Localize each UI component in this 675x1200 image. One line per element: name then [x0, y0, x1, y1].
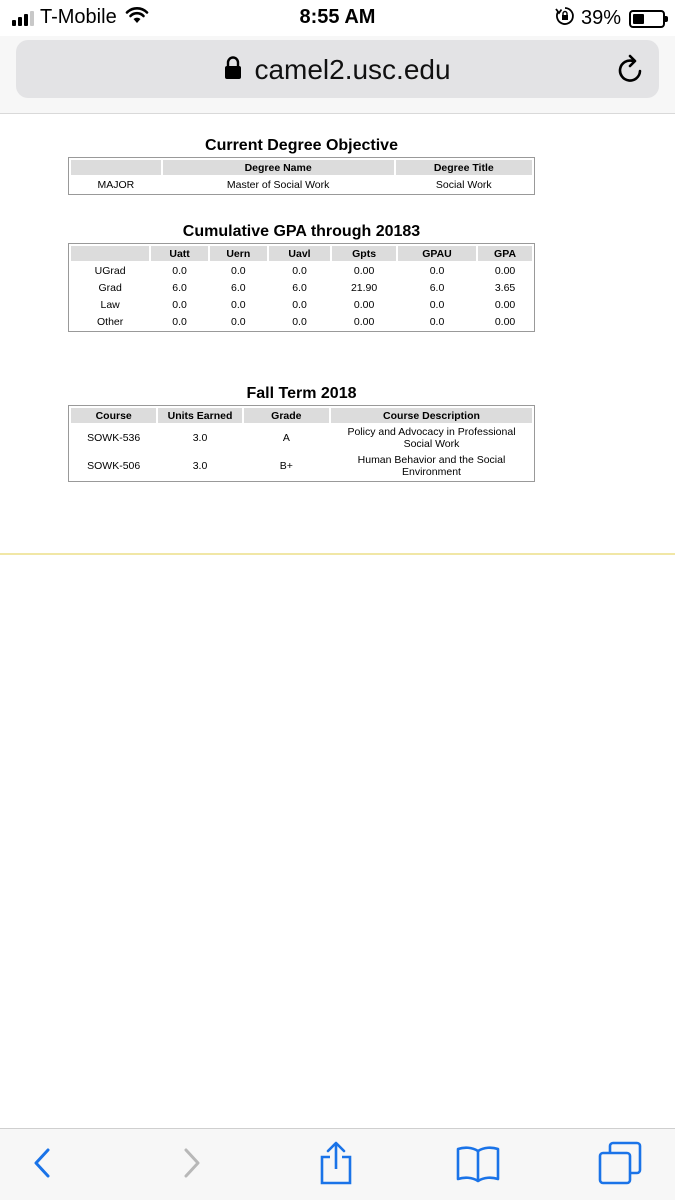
table-header: GPA	[478, 246, 532, 261]
table-cell: Other	[96, 315, 124, 328]
term-title: Fall Term 2018	[246, 385, 357, 402]
table-cell: MAJOR	[97, 178, 135, 191]
table-cell: Human Behavior and the Social Environment	[357, 454, 506, 478]
table-cell: 0.00	[353, 298, 375, 311]
table-cell: 0.0	[231, 264, 246, 277]
table-cell: 0.0	[172, 298, 187, 311]
table-cell: Law	[100, 298, 120, 311]
table-cell: 0.0	[231, 315, 246, 328]
table-cell: A	[282, 432, 290, 444]
table-header: Course	[71, 408, 156, 423]
table-cell: 0.0	[429, 315, 445, 328]
degree-objective-table	[68, 157, 535, 195]
table-cell: 0.0	[292, 264, 307, 277]
table-cell: 0.0	[292, 315, 307, 328]
table-cell: Policy and Advocacy in Professional Social Work	[347, 426, 516, 450]
table-row	[71, 297, 532, 312]
table-cell: SOWK-506	[87, 460, 141, 472]
table-header: Degree Title	[396, 160, 532, 175]
table-header: Degree Name	[163, 160, 394, 175]
table-cell: 0.00	[494, 298, 516, 311]
tabs-icon	[598, 1141, 642, 1190]
table-header: Uavl	[269, 246, 331, 261]
table-header: GPAU	[398, 246, 476, 261]
share-button[interactable]	[314, 1143, 358, 1187]
gpa-table	[68, 243, 535, 332]
battery-icon	[629, 10, 665, 28]
back-chevron-icon	[32, 1147, 52, 1184]
table-cell: 0.00	[353, 264, 375, 277]
table-header: Grade	[244, 408, 329, 423]
carrier-name: T-Mobile	[40, 6, 117, 28]
table-cell: 6.0	[231, 281, 246, 294]
share-icon	[318, 1141, 354, 1190]
battery-percent: 39%	[580, 7, 621, 29]
table-cell: 3.65	[494, 281, 516, 294]
page-content	[0, 115, 675, 555]
table-cell: 0.0	[292, 298, 307, 311]
table-cell: 0.0	[429, 298, 445, 311]
table-header	[71, 160, 161, 175]
table-cell: B+	[279, 460, 293, 472]
table-cell: 0.0	[172, 315, 187, 328]
table-header	[71, 246, 149, 261]
table-cell: 3.0	[192, 460, 208, 472]
table-header: Gpts	[332, 246, 396, 261]
table-cell: 0.0	[231, 298, 246, 311]
tabs-button[interactable]	[598, 1143, 642, 1187]
table-row	[71, 280, 532, 295]
table-cell: 6.0	[172, 281, 187, 294]
table-header: Units Earned	[158, 408, 241, 423]
bookmarks-button[interactable]	[456, 1143, 500, 1187]
table-cell: 0.0	[429, 264, 445, 277]
table-cell: Master of Social Work	[226, 178, 330, 191]
table-cell: 6.0	[292, 281, 307, 294]
table-cell: 0.00	[353, 315, 375, 328]
page-end-divider	[0, 553, 675, 555]
table-header: Uern	[210, 246, 267, 261]
table-cell: 6.0	[429, 281, 445, 294]
browser-toolbar	[0, 1128, 675, 1200]
battery-level	[633, 14, 644, 24]
status-bar	[0, 0, 675, 36]
forward-chevron-icon	[182, 1147, 202, 1184]
table-row	[71, 177, 532, 192]
back-button[interactable]	[20, 1143, 64, 1187]
reload-icon[interactable]	[617, 54, 645, 89]
rotation-lock-icon	[555, 6, 575, 31]
table-cell: 0.00	[494, 264, 516, 277]
table-row	[71, 453, 532, 479]
table-header: Course Description	[331, 408, 532, 423]
table-row	[71, 263, 532, 278]
term-table	[68, 405, 535, 482]
table-cell: SOWK-536	[87, 432, 141, 444]
table-cell: 0.00	[494, 315, 516, 328]
table-row	[71, 314, 532, 329]
url-text[interactable]: camel2.usc.edu	[254, 54, 451, 85]
table-row	[71, 425, 532, 451]
table-cell: 0.0	[172, 264, 187, 277]
table-cell: 21.90	[350, 281, 378, 294]
table-cell: UGrad	[94, 264, 126, 277]
clock-time: 8:55 AM	[299, 6, 376, 28]
forward-button[interactable]	[170, 1143, 214, 1187]
bookmarks-icon	[455, 1143, 501, 1188]
table-cell: Social Work	[435, 178, 492, 191]
browser-header	[0, 36, 675, 114]
table-cell: Grad	[98, 281, 122, 294]
gpa-title: Cumulative GPA through 20183	[182, 223, 421, 240]
table-header: Uatt	[151, 246, 208, 261]
table-cell: 3.0	[192, 432, 208, 444]
address-bar[interactable]	[16, 40, 659, 98]
degree-objective-title: Current Degree Objective	[205, 137, 398, 154]
lock-icon	[224, 56, 242, 85]
